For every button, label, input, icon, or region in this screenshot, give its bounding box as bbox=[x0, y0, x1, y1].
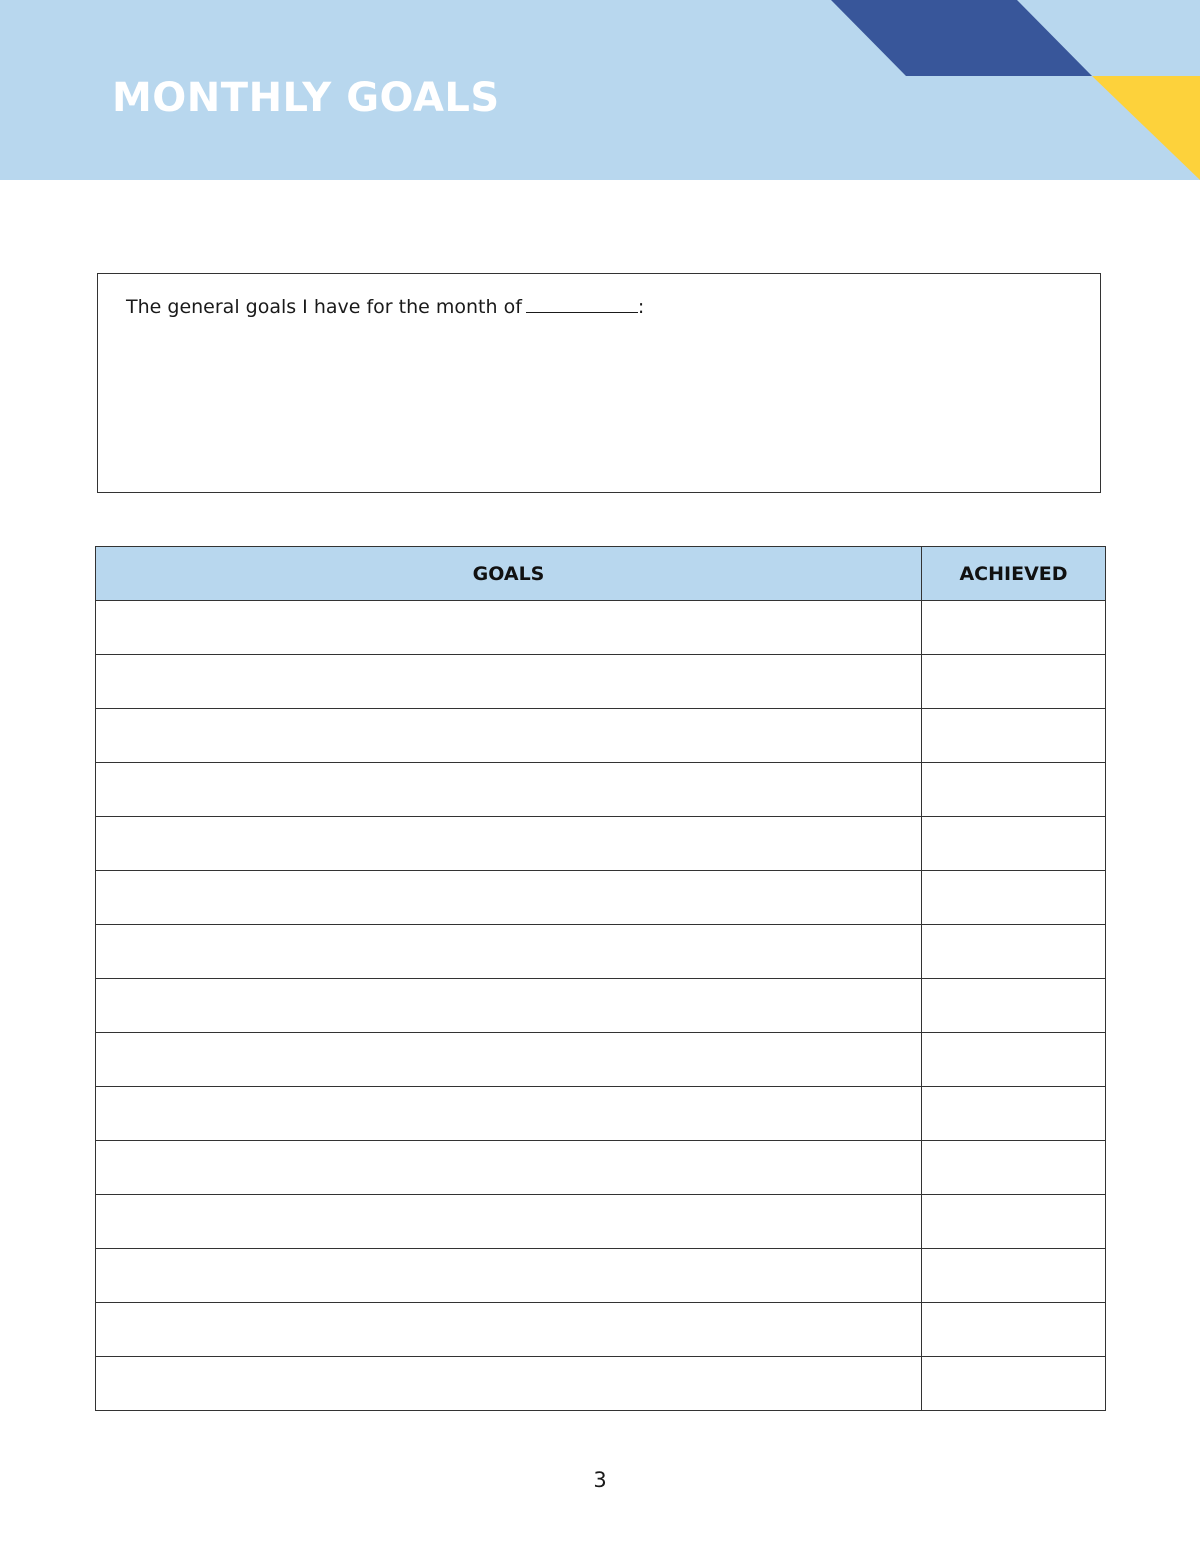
goals-table-body bbox=[96, 601, 1106, 1411]
goal-cell[interactable] bbox=[96, 763, 922, 817]
goal-cell[interactable] bbox=[96, 817, 922, 871]
achieved-cell[interactable] bbox=[922, 1033, 1106, 1087]
table-row bbox=[96, 1357, 1106, 1411]
goal-cell[interactable] bbox=[96, 1141, 922, 1195]
table-row bbox=[96, 1087, 1106, 1141]
page-number: 3 bbox=[593, 1468, 607, 1492]
general-goals-prompt-text: The general goals I have for the month of bbox=[126, 296, 522, 318]
goals-table-header-row bbox=[96, 547, 1106, 601]
table-row bbox=[96, 871, 1106, 925]
goal-cell[interactable] bbox=[96, 1249, 922, 1303]
table-row bbox=[96, 1303, 1106, 1357]
table-row bbox=[96, 763, 1106, 817]
achieved-cell[interactable] bbox=[922, 817, 1106, 871]
achieved-cell[interactable] bbox=[922, 1249, 1106, 1303]
goal-cell[interactable] bbox=[96, 871, 922, 925]
achieved-cell[interactable] bbox=[922, 1141, 1106, 1195]
table-row bbox=[96, 1249, 1106, 1303]
achieved-cell[interactable] bbox=[922, 925, 1106, 979]
achieved-cell[interactable] bbox=[922, 1087, 1106, 1141]
table-row bbox=[96, 1033, 1106, 1087]
header-band bbox=[0, 0, 1200, 180]
general-goals-prompt bbox=[126, 294, 644, 318]
goal-cell[interactable] bbox=[96, 979, 922, 1033]
goal-cell[interactable] bbox=[96, 709, 922, 763]
goals-table bbox=[95, 546, 1106, 1411]
goal-cell[interactable] bbox=[96, 1303, 922, 1357]
achieved-cell[interactable] bbox=[922, 763, 1106, 817]
goal-cell[interactable] bbox=[96, 1087, 922, 1141]
table-row bbox=[96, 655, 1106, 709]
goal-cell[interactable] bbox=[96, 655, 922, 709]
month-blank-line[interactable] bbox=[526, 294, 638, 313]
achieved-cell[interactable] bbox=[922, 979, 1106, 1033]
table-row bbox=[96, 925, 1106, 979]
goals-column-header: GOALS bbox=[96, 547, 922, 601]
blue-accent-shape bbox=[831, 0, 1092, 76]
general-goals-prompt-suffix: : bbox=[637, 296, 645, 318]
achieved-cell[interactable] bbox=[922, 1303, 1106, 1357]
table-row bbox=[96, 709, 1106, 763]
goal-cell[interactable] bbox=[96, 1195, 922, 1249]
goal-cell[interactable] bbox=[96, 601, 922, 655]
achieved-cell[interactable] bbox=[922, 1195, 1106, 1249]
table-row bbox=[96, 601, 1106, 655]
achieved-cell[interactable] bbox=[922, 709, 1106, 763]
table-row bbox=[96, 979, 1106, 1033]
achieved-cell[interactable] bbox=[922, 871, 1106, 925]
achieved-cell[interactable] bbox=[922, 655, 1106, 709]
table-row bbox=[96, 1141, 1106, 1195]
table-row bbox=[96, 817, 1106, 871]
table-row bbox=[96, 1195, 1106, 1249]
goal-cell[interactable] bbox=[96, 925, 922, 979]
achieved-cell[interactable] bbox=[922, 1357, 1106, 1411]
general-goals-box bbox=[97, 273, 1101, 493]
goal-cell[interactable] bbox=[96, 1033, 922, 1087]
page-title: MONTHLY GOALS bbox=[112, 75, 500, 121]
achieved-cell[interactable] bbox=[922, 601, 1106, 655]
yellow-accent-shape bbox=[1092, 76, 1200, 180]
achieved-column-header: ACHIEVED bbox=[922, 547, 1106, 601]
goal-cell[interactable] bbox=[96, 1357, 922, 1411]
